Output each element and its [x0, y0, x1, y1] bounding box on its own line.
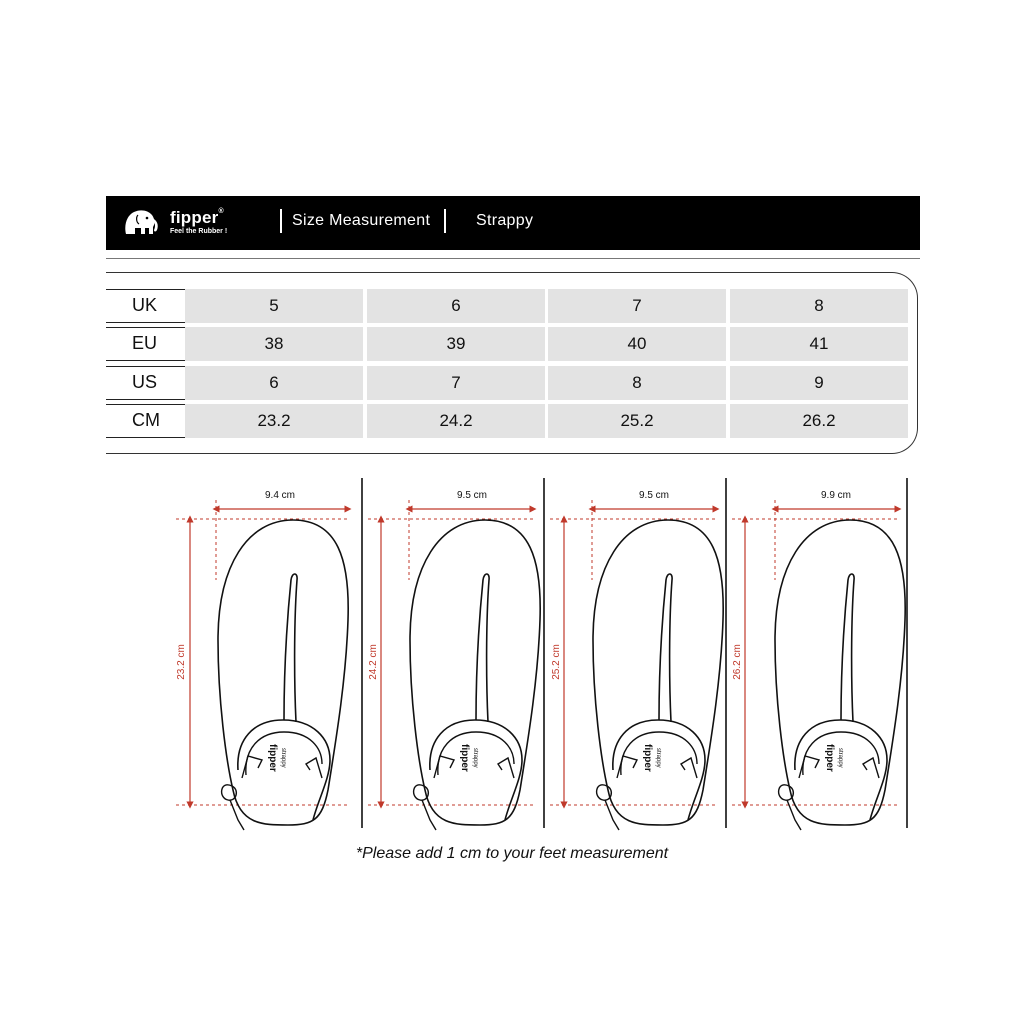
width-label: 9.9 cm [820, 490, 852, 501]
size-row-eu [106, 327, 909, 361]
header-divider [280, 209, 282, 233]
sandal-model: strappy [837, 748, 843, 768]
size-cell: 6 [367, 289, 545, 323]
sandal-outline [218, 520, 348, 830]
header-bar [106, 196, 920, 250]
length-label: 25.2 cm [551, 644, 562, 680]
size-cell: 6 [185, 366, 363, 400]
size-row-uk [106, 289, 909, 323]
sandal-diagram [368, 490, 540, 830]
size-cell: 25.2 [548, 404, 726, 438]
length-label: 26.2 cm [732, 644, 743, 680]
elephant-icon [122, 206, 162, 238]
length-label: 24.2 cm [368, 644, 379, 680]
width-label: 9.5 cm [456, 490, 488, 501]
sandal-diagram [732, 490, 905, 830]
size-cell: 5 [185, 289, 363, 323]
sandal-brand: fipper [459, 744, 470, 772]
sandal-diagrams [0, 470, 1024, 840]
size-cell: 8 [548, 366, 726, 400]
divider [106, 258, 920, 259]
size-cell: 41 [730, 327, 908, 361]
size-cell: 39 [367, 327, 545, 361]
sandal-brand: fipper [824, 744, 835, 772]
row-label: CM [106, 404, 208, 438]
footnote: *Please add 1 cm to your feet measurement [355, 845, 669, 862]
size-cell: 40 [548, 327, 726, 361]
sandal-outline [593, 520, 723, 830]
size-row-us [106, 366, 909, 400]
size-cell: 24.2 [367, 404, 545, 438]
sandal-model: strappy [472, 748, 478, 768]
sandal-brand: fipper [267, 744, 278, 772]
size-row-cm [106, 404, 909, 438]
sandal-diagram [550, 490, 723, 830]
sandal-model: strappy [655, 748, 661, 768]
row-label: UK [106, 289, 208, 323]
size-cell: 7 [548, 289, 726, 323]
size-cell: 8 [730, 289, 908, 323]
brand-logo [122, 206, 242, 240]
size-cell: 9 [730, 366, 908, 400]
header-product-title: Strappy [476, 212, 534, 229]
size-cell: 23.2 [185, 404, 363, 438]
sandal-brand: fipper [642, 744, 653, 772]
size-cell: 26.2 [730, 404, 908, 438]
sandal-outline [410, 520, 540, 830]
length-label: 23.2 cm [176, 644, 187, 680]
row-label: US [106, 366, 208, 400]
size-cell: 38 [185, 327, 363, 361]
width-label: 9.5 cm [638, 490, 670, 501]
sandal-model: strappy [280, 748, 286, 768]
sandal-diagram [176, 490, 348, 830]
width-label: 9.4 cm [264, 490, 296, 501]
brand-name: fipper® [170, 208, 224, 227]
brand-tagline: Feel the Rubber ! [170, 228, 228, 235]
size-cell: 7 [367, 366, 545, 400]
header-section-title: Size Measurement [292, 212, 431, 229]
sandal-outline [775, 520, 905, 830]
header-divider [444, 209, 446, 233]
row-label: EU [106, 327, 208, 361]
